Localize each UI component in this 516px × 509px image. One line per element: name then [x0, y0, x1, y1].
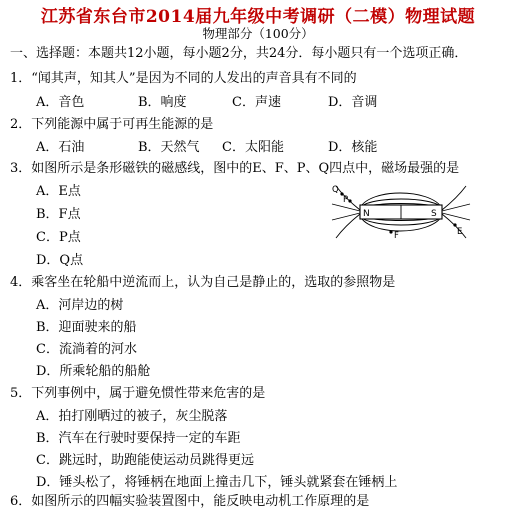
point-f-label: F — [394, 231, 399, 241]
point-p — [348, 199, 351, 202]
point-p-label: P — [343, 195, 349, 205]
question-4-option-a: A．河岸边的树 — [36, 298, 124, 313]
question-1-option-b: B．响度 — [138, 95, 187, 110]
question-5-option-b: B．汽车在行驶时要保持一定的车距 — [36, 431, 241, 446]
question-3-option-d: D．Q点 — [36, 253, 84, 268]
question-5-option-d: D．锤头松了，将锤柄在地面上撞击几下，锤头就紧套在锤柄上 — [36, 475, 398, 490]
question-4-option-d: D．所乘轮船的船舱 — [36, 364, 151, 379]
south-pole-label: S — [431, 209, 437, 219]
question-2-option-c: C．太阳能 — [222, 140, 284, 155]
north-pole-label: N — [363, 209, 370, 219]
question-4-option-c: C．流淌着的河水 — [36, 342, 137, 357]
question-4-stem: 4．乘客坐在轮船中逆流而上，认为自己是静止的，选取的参照物是 — [10, 275, 396, 290]
exam-subtitle: 物理部分（100分） — [202, 26, 314, 41]
question-2-option-a: A．石油 — [36, 140, 85, 155]
question-6-stem: 6．如图所示的四幅实验装置图中，能反映电动机工作原理的是 — [10, 494, 370, 509]
exam-title: 江苏省东台市2014届九年级中考调研（二模）物理试题 — [40, 7, 476, 27]
point-q-label: Q — [332, 185, 339, 195]
question-1-option-a: A．音色 — [36, 95, 85, 110]
point-e-label: E — [457, 227, 463, 237]
bar-magnet-field-diagram — [330, 180, 480, 242]
question-3-option-c: C．P点 — [36, 230, 81, 245]
question-1-option-d: D．音调 — [328, 95, 378, 110]
question-3-stem: 3．如图所示是条形磁铁的磁感线，图中的E、F、P、Q四点中，磁场最强的是 — [10, 161, 460, 176]
question-5-stem: 5．下列事例中，属于避免惯性带来危害的是 — [10, 386, 266, 401]
question-2-stem: 2．下列能源中属于可再生能源的是 — [10, 117, 214, 132]
question-3-option-a: A．E点 — [36, 184, 81, 199]
question-1-option-c: C．声速 — [232, 95, 281, 110]
question-5-option-c: C．跳远时，助跑能使运动员跳得更远 — [36, 453, 254, 468]
question-5-option-a: A．拍打刚晒过的被子，灰尘脱落 — [36, 409, 228, 424]
question-2-option-b: B．天然气 — [138, 140, 200, 155]
question-4-option-b: B．迎面驶来的船 — [36, 320, 137, 335]
point-f — [389, 230, 392, 233]
question-2-option-d: D．核能 — [328, 140, 378, 155]
question-3-option-b: B．F点 — [36, 207, 81, 222]
section-heading: 一、选择题：本题共12小题，每小题2分，共24分．每小题只有一个选项正确． — [10, 46, 468, 61]
question-1-stem: 1．“闻其声，知其人”是因为不同的人发出的声音具有不同的 — [10, 71, 357, 86]
